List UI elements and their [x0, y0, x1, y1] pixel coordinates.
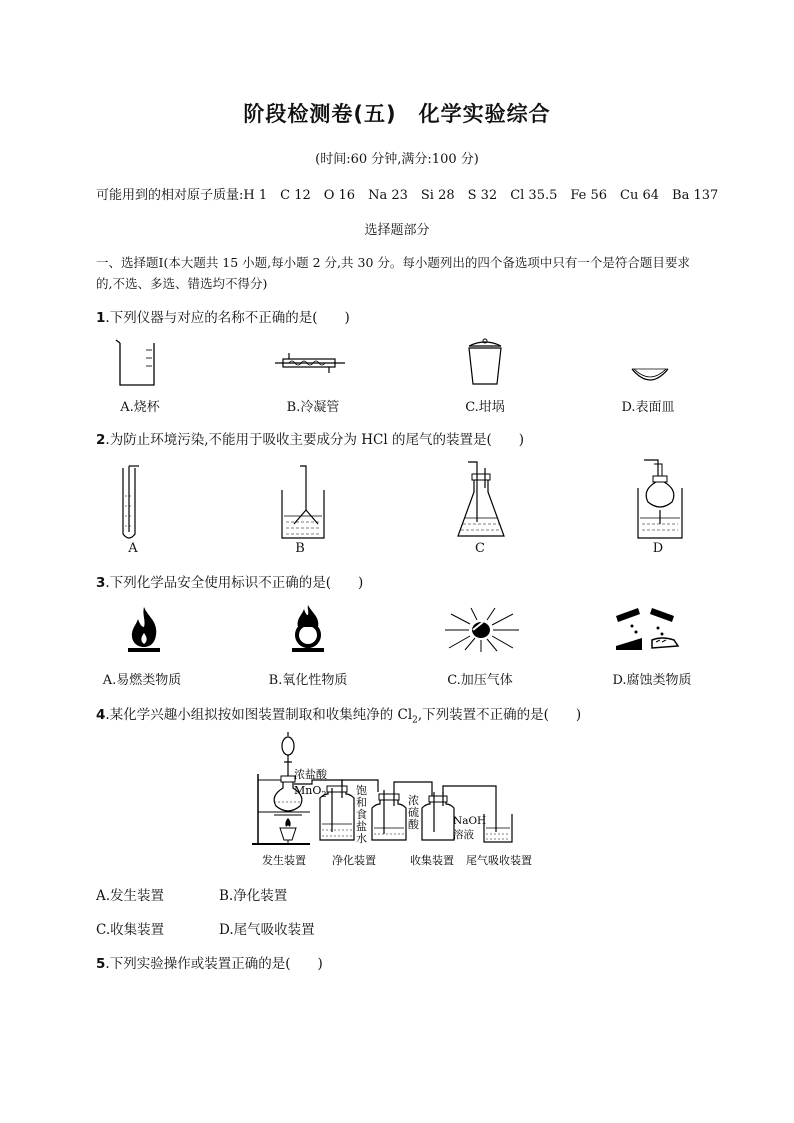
- q1-option-c: C.坩埚: [465, 400, 505, 415]
- flame-over-circle-icon: [290, 603, 326, 653]
- beaker-figure: [112, 340, 162, 390]
- q1-option-d: D.表面皿: [621, 400, 675, 415]
- question-5-stem: 5.下列实验操作或装置正确的是( ): [96, 956, 323, 972]
- atomic-masses: 可能用到的相对原子质量:H 1 C 12 O 16 Na 23 Si 28 S 32 Cl 35.5 Fe 56 Cu 64 Ba 137: [96, 188, 719, 203]
- flame-icon: [126, 605, 162, 653]
- question-4-stem: 4.某化学兴趣小组拟按如图装置制取和收集纯净的 $Cl_2$,下列装置不正确的是( ): [96, 707, 582, 726]
- gas-cylinder-explosion-icon: [443, 608, 519, 652]
- q2-option-a: A: [128, 541, 138, 556]
- section-title: 选择题部分: [364, 223, 430, 238]
- condenser-figure: [275, 352, 345, 374]
- q3-option-b: B.氧化性物质: [268, 673, 348, 688]
- label-hcl: 浓盐酸: [294, 768, 327, 781]
- exam-subtitle: (时间:60 分钟,满分:100 分): [315, 152, 479, 167]
- q4-option-d: D.尾气吸收装置: [219, 922, 315, 938]
- label-mno2: MnO$_2$: [294, 784, 327, 799]
- inverted-funnel-apparatus: [634, 460, 686, 540]
- q3-option-d: D.腐蚀类物质: [612, 673, 692, 688]
- question-2-stem: 2.为防止环境污染,不能用于吸收主要成分为 HCl 的尾气的装置是( ): [96, 432, 525, 448]
- funnel-beaker-apparatus: [278, 464, 328, 540]
- label-stage-purify: 净化装置: [332, 854, 376, 867]
- crucible-figure: [465, 338, 505, 388]
- q2-option-c: C: [475, 541, 485, 556]
- watch-glass-figure: [630, 365, 670, 387]
- label-naoh: NaOH: [453, 815, 487, 827]
- label-stage-collect: 收集装置: [410, 854, 454, 867]
- test-tube-apparatus: [115, 466, 151, 542]
- conical-flask-apparatus: [456, 462, 506, 540]
- q3-option-c: C.加压气体: [447, 673, 513, 688]
- label-stage-gen: 发生装置: [262, 854, 306, 867]
- q1-option-b: B.冷凝管: [286, 400, 340, 415]
- chlorine-preparation-figure: [250, 732, 550, 872]
- label-brine: 饱 和 食 盐 水: [356, 784, 367, 845]
- label-h2so4: 浓 硫 酸: [408, 794, 419, 831]
- q3-option-a: A.易燃类物质: [102, 673, 182, 688]
- question-1-stem: 1.下列仪器与对应的名称不正确的是( ): [96, 310, 350, 326]
- q2-option-b: B: [295, 541, 305, 556]
- q4-option-a: A.发生装置: [96, 888, 165, 904]
- label-stage-tail: 尾气吸收装置: [466, 854, 532, 867]
- q4-option-c: C.收集装置: [96, 922, 165, 938]
- q1-option-a: A.烧杯: [120, 400, 160, 415]
- corrosive-icon: [612, 606, 680, 652]
- question-3-stem: 3.下列化学品安全使用标识不正确的是( ): [96, 575, 364, 591]
- q4-option-b: B.净化装置: [219, 888, 288, 904]
- exam-title: 阶段检测卷(五) 化学实验综合: [243, 102, 551, 126]
- section-instruction: 一、选择题Ⅰ(本大题共 15 小题,每小题 2 分,共 30 分。每小题列出的四个备选项中只有一个是符合题目要求的,不选、多选、错选均不得分): [96, 255, 690, 291]
- q2-option-d: D: [652, 541, 664, 556]
- label-solution: 溶液: [453, 829, 474, 841]
